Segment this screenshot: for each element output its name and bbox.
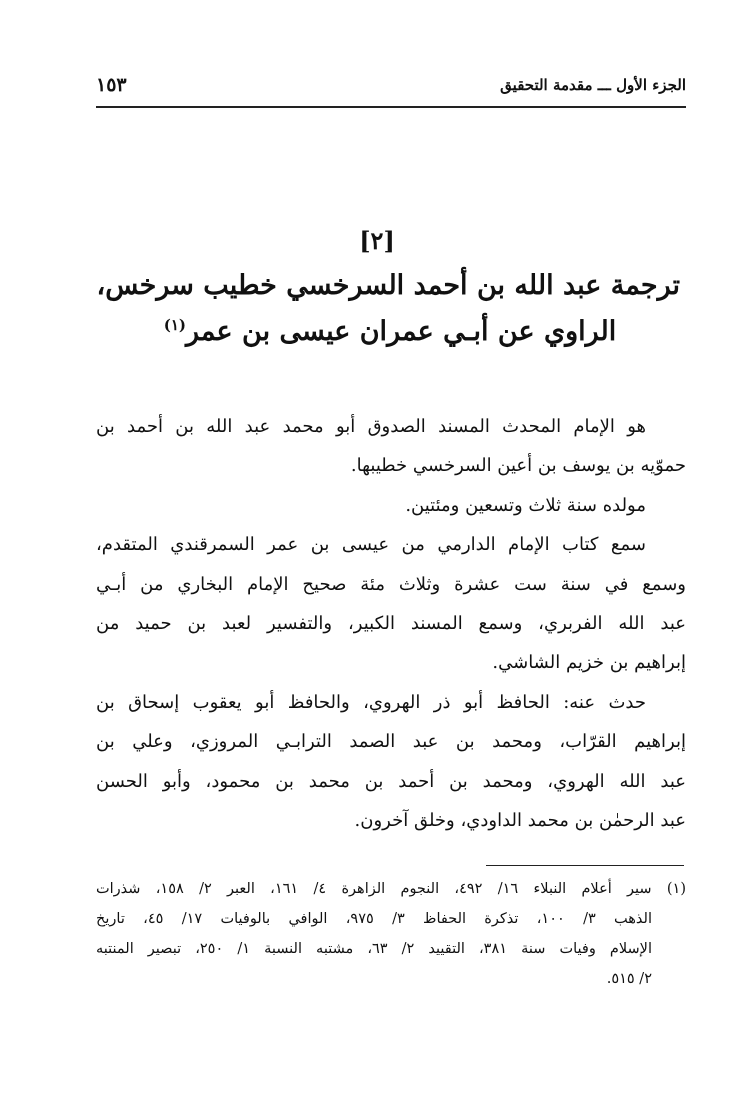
body-text — [96, 407, 686, 840]
section-title-line-1 — [96, 270, 680, 301]
footnote-rule — [486, 865, 684, 866]
footnote-line: ٢/ ٥١٥. — [606, 971, 652, 987]
page-number: ١٥٣ — [96, 74, 127, 96]
body-line: هو الإمام المحدث المسند الصدوق أبو محمد عبد الله بن أحمد بن — [96, 416, 646, 437]
section-number: [٢] — [359, 226, 395, 255]
body-line: وسمع في سنة ست عشرة وثلاث مئة صحيح الإمام البخاري من أبـي — [96, 573, 686, 595]
section-title-text-2: الراوي عن أبـي عمران عيسى بن عمر — [186, 316, 617, 347]
body-line: عبد الله الهروي، ومحمد بن أحمد بن محمد بن محمود، وأبو الحسن — [96, 770, 686, 792]
body-line: عبد الله الفربري، وسمع المسند الكبير، والتفسير لعبد بن حميد من — [96, 612, 686, 634]
body-line: عبد الرحمٰن بن محمد الداودي، وخلق آخرون. — [354, 809, 686, 831]
body-line: حموّيه بن يوسف بن أعين السرخسي خطيبها. — [350, 455, 686, 477]
running-title: الجزء الأول ـــ مقدمة التحقيق — [500, 76, 686, 94]
body-line: مولده سنة ثلاث وتسعين ومئتين. — [405, 494, 646, 516]
footnote-reference: (١) — [163, 316, 186, 334]
body-line: حدث عنه: الحافظ أبو ذر الهروي، والحافظ أبو يعقوب إسحاق بن — [96, 691, 646, 713]
body-line: إبراهيم بن خزيم الشاشي. — [492, 652, 686, 674]
page-header — [96, 76, 686, 104]
section-title-line-2 — [100, 316, 680, 347]
section-title-text-1: ترجمة عبد الله بن أحمد السرخسي خطيب سرخس، — [96, 270, 680, 301]
footnote-line: الذهب ٣/ ١٠٠، تذكرة الحفاظ ٣/ ٩٧٥، الوافي بالوفيات ١٧/ ٤٥، تاريخ — [96, 911, 652, 927]
footnote-line: الإسلام وفيات سنة ٣٨١، التقييد ٢/ ٦٣، مشتبه النسبة ١/ ٢٥٠، تبصير المنتبه — [96, 941, 652, 957]
body-line: سمع كتاب الإمام الدارمي من عيسى بن عمر السمرقندي المتقدم، — [96, 534, 646, 556]
body-line: إبراهيم القرّاب، ومحمد بن عبد الصمد الترابـي المروزي، وعلي بن — [96, 731, 686, 753]
footnote — [96, 874, 686, 994]
footnote-line: (١) سير أعلام النبلاء ١٦/ ٤٩٢، النجوم الزاهرة ٤/ ١٦١، العبر ٢/ ١٥٨، شذرات — [96, 881, 686, 897]
header-rule — [96, 106, 686, 108]
